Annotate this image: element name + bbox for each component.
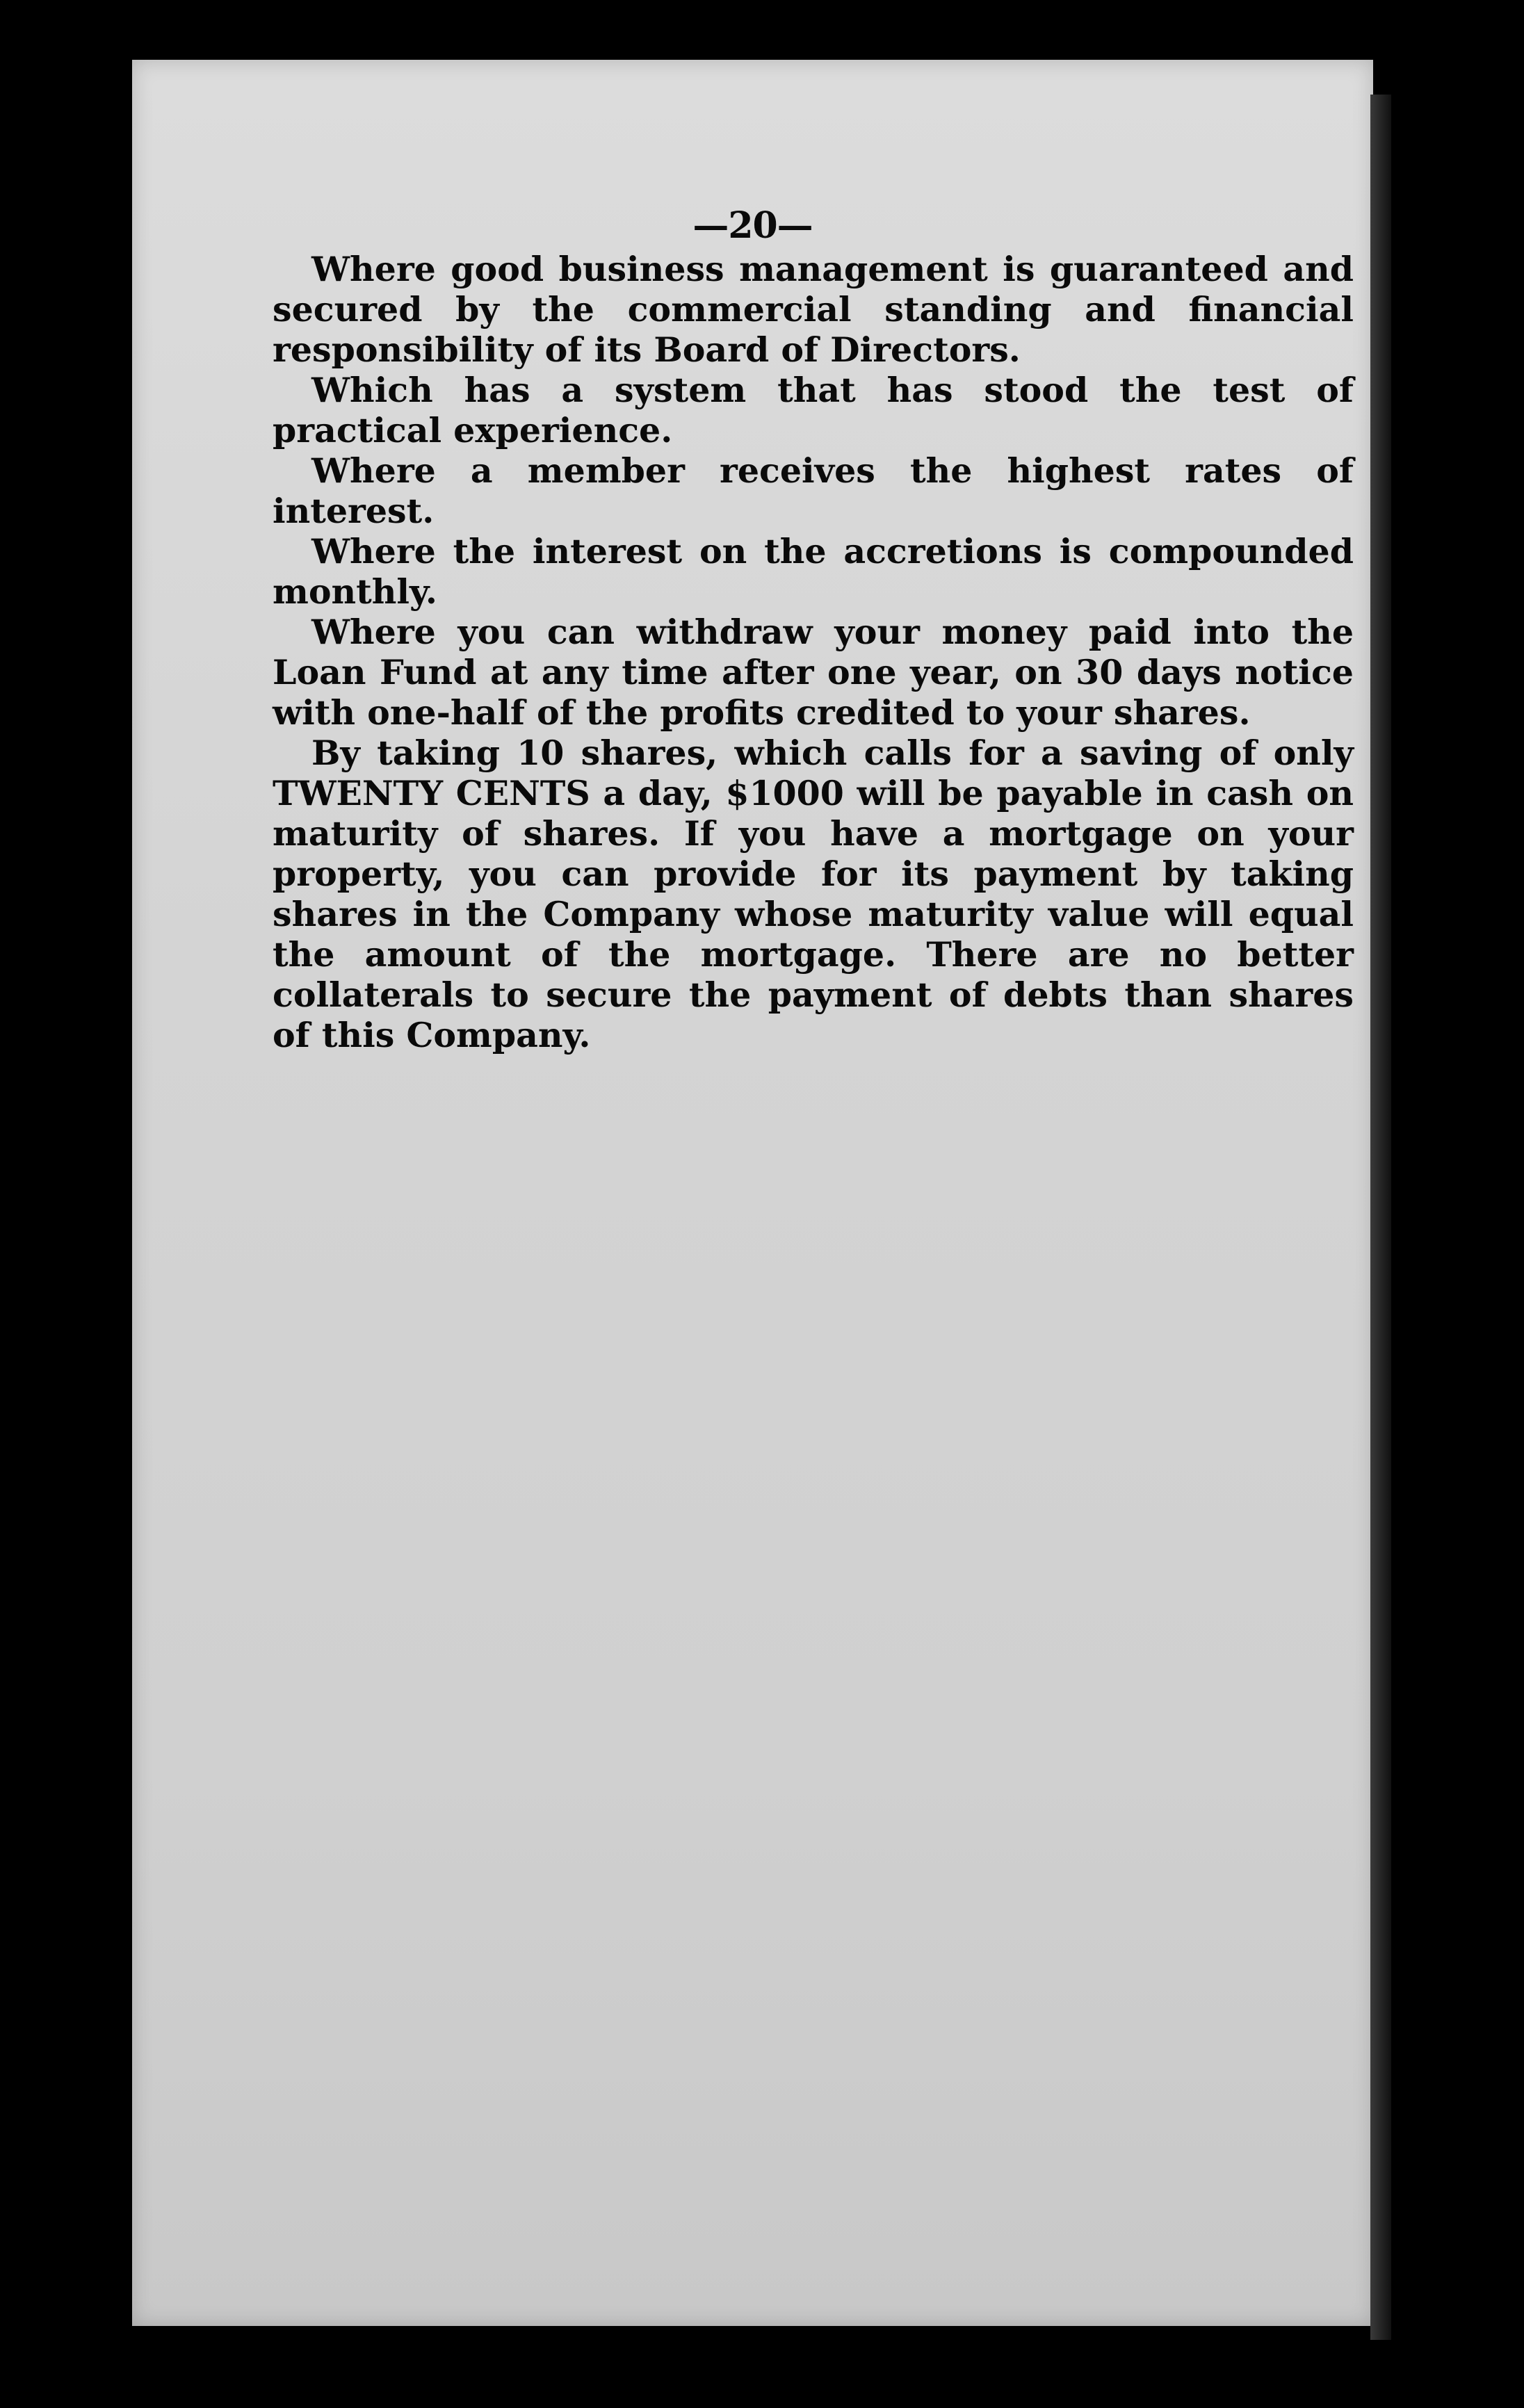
paragraph-management: Where good business management is guaranteed and secured by the commercial standing and financial responsibility of its Board of Directors. xyxy=(273,249,1354,370)
scanned-page xyxy=(132,60,1373,2326)
paragraph-system: Which has a system that has stood the test of practical experience. xyxy=(273,370,1354,450)
page-number: —20— xyxy=(692,204,813,247)
paragraph-compounding: Where the interest on the accretions is compounded monthly. xyxy=(273,531,1354,612)
paragraph-interest-rates: Where a member receives the highest rates of interest. xyxy=(273,450,1354,531)
paragraph-shares: By taking 10 shares, which calls for a saving of only TWENTY CENTS a day, $1000 will be payable in cash on maturity of shares. If you have a mortgage on your property, you can provide for its payment by taking shares in the Company whose maturity value will equal the amount of the mortgage. There are no better collaterals to secure the payment of debts than shares of this Company. xyxy=(273,733,1354,1055)
paragraph-withdrawal: Where you can withdraw your money paid into the Loan Fund at any time after one year, on 30 days notice with one-half of the profits credited to your shares. xyxy=(273,612,1354,733)
body-text xyxy=(273,249,1354,1055)
